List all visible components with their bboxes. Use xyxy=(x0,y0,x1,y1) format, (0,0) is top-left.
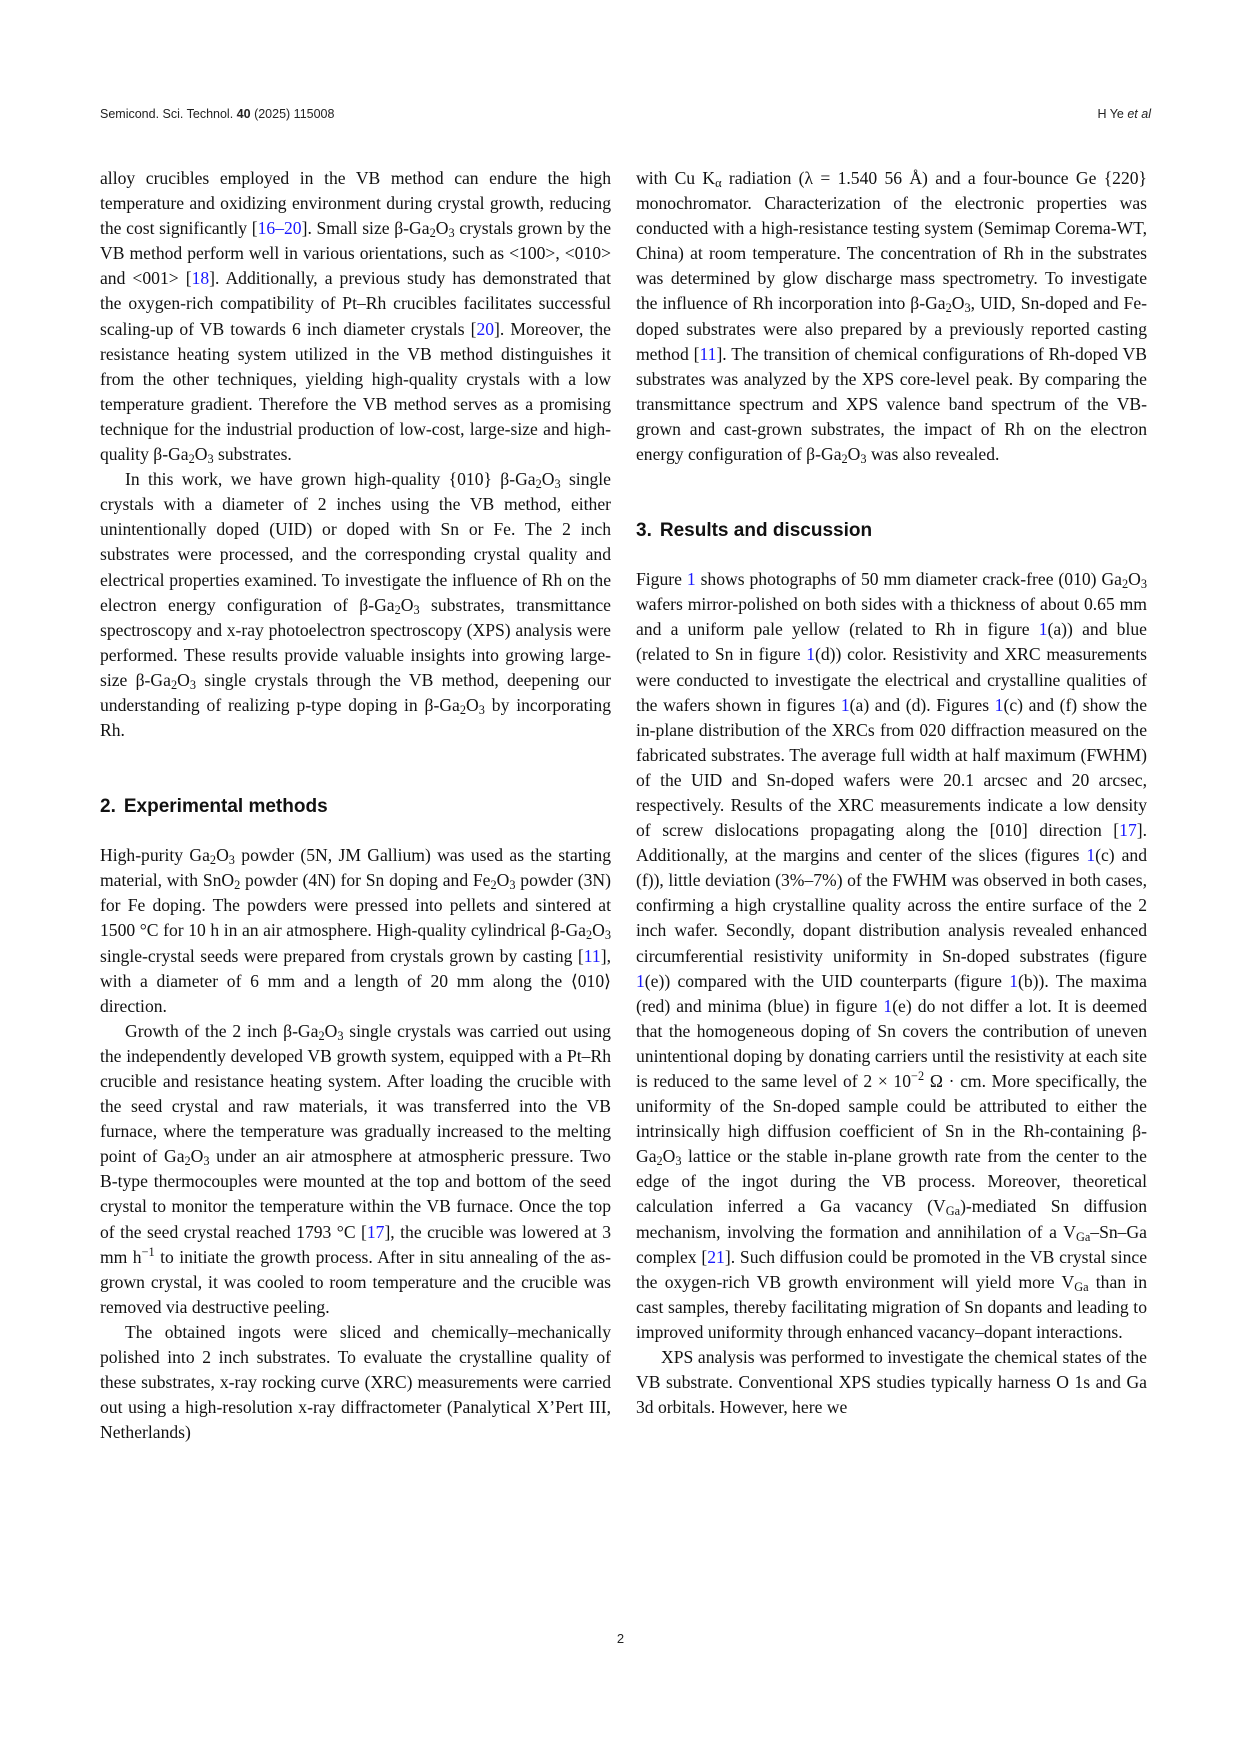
text-run: O xyxy=(592,920,605,941)
subscript: 3 xyxy=(1140,577,1147,592)
text-run: (d)) color. Resistivity and XRC measurements were conducted to investigate the electrical and crystalline qualities of the wafers shown in figures xyxy=(636,644,1147,715)
citation-link[interactable]: 1 xyxy=(1086,845,1096,866)
subscript: 2 xyxy=(209,853,217,868)
subscript: 2 xyxy=(170,677,178,692)
body-paragraph xyxy=(636,567,1147,1345)
text-run: (e) do not differ a lot. It is deemed that the homogeneous doping of Sn covers the contribution of uneven unintentional doping by donating carriers until the resistivity at each site is reduced to the same level of 2 × 10 xyxy=(636,995,1147,1091)
text-run: (e)) compared with the UID counterparts (figure xyxy=(644,970,1010,991)
text-run: ]. The transition of chemical configurations of Rh-doped VB substrates was analyzed by the XPS core-level peak. By comparing the transmittance spectrum and XPS valence band spectrum of the VB-grown and cast-grown substrates, the impact of Rh on the electron energy configuration of β-Ga xyxy=(636,343,1147,465)
section-number: 2. xyxy=(100,796,116,818)
citation-link[interactable]: 1 xyxy=(636,970,645,991)
text-run: single crystals was carried out using the independently developed VB growth system, equipped with a Pt–Rh crucible and resistance heating system. After loading the crucible with the seed crystal and raw materials, it was transferred into the VB furnace, where the temperature was gradually increased to the melting point of Ga xyxy=(100,1020,611,1167)
subscript: 3 xyxy=(860,452,867,467)
journal-name: Semicond. Sci. Technol. xyxy=(100,107,234,121)
section-heading-experimental-methods xyxy=(100,795,611,819)
subscript: 3 xyxy=(478,702,485,717)
subscript: 3 xyxy=(554,477,561,492)
text-run: ]. Additionally, a previous study has demonstrated that the oxygen-rich compatibility of Pt–Rh crucibles facilitates successful scaling-up of VB towards 6 inch diameter crystals [ xyxy=(100,268,611,339)
text-run: Growth of the 2 inch β-Ga xyxy=(125,1020,319,1041)
author-running-head xyxy=(1097,107,1151,121)
text-run: O xyxy=(324,1020,338,1041)
journal-volume: 40 xyxy=(236,107,251,121)
subscript: 2 xyxy=(1121,577,1129,592)
subscript: 3 xyxy=(228,853,235,868)
superscript: −1 xyxy=(141,1244,155,1259)
section-title: Results and discussion xyxy=(659,520,873,542)
section-heading-results-and-discussion xyxy=(636,519,1147,543)
citation-link[interactable]: 1 xyxy=(994,694,1004,715)
citation-link[interactable]: 1 xyxy=(1009,970,1018,991)
text-run: ]. Such diffusion could be promoted in the VB crystal since the oxygen-rich VB growth environment will yield more V xyxy=(636,1246,1148,1292)
text-run: (b)). The maxima (red) and minima (blue) in figure xyxy=(636,970,1147,1016)
text-run: substrates. xyxy=(213,444,292,465)
text-run: to initiate the growth process. After in situ annealing of the as-grown crystal, it was cooled to room temperature and the crucible was removed via destructive peeling. xyxy=(100,1246,611,1317)
subscript: 2 xyxy=(945,301,952,316)
text-run: O xyxy=(847,444,861,465)
text-run: was also revealed. xyxy=(866,444,1000,465)
left-column xyxy=(100,166,611,1445)
body-paragraph xyxy=(100,166,611,467)
subscript: 3 xyxy=(413,602,420,617)
journal-year-article: (2025) 115008 xyxy=(254,107,335,121)
subscript: 2 xyxy=(184,1154,191,1169)
subscript: 3 xyxy=(509,878,516,893)
text-run: ], the crucible was lowered at 3 mm h xyxy=(100,1221,611,1267)
subscript: 2 xyxy=(429,226,436,241)
text-run: O xyxy=(1128,569,1141,590)
text-run: O xyxy=(190,1146,204,1167)
journal-citation xyxy=(100,107,334,121)
running-header xyxy=(100,107,1151,125)
text-run: , UID, Sn-doped and Fe-doped substrates were also prepared by a previously reported casting method [ xyxy=(636,293,1147,364)
right-column xyxy=(636,166,1147,1420)
citation-link[interactable]: 1 xyxy=(840,694,850,715)
subscript: 3 xyxy=(207,452,214,467)
subscript: 2 xyxy=(490,878,497,893)
methods-continued-paragraphs xyxy=(636,166,1147,467)
text-run: O xyxy=(496,870,510,891)
text-run: (a)) and blue (related to Sn in figure xyxy=(636,619,1147,665)
text-run: O xyxy=(177,669,190,690)
subscript: 2 xyxy=(234,878,241,893)
text-run: O xyxy=(951,293,965,314)
text-run: High-purity Ga xyxy=(100,845,210,866)
citation-link[interactable]: 18 xyxy=(191,268,210,289)
text-run: ]. Moreover, the resistance heating system utilized in the VB method distinguishes it from the other techniques, yielding high-quality crystals with a low temperature gradient. Therefore the VB method serves as a promising technique for the industrial production of low-cost, large-size and high-quality β-Ga xyxy=(100,318,611,465)
subscript: 2 xyxy=(188,452,195,467)
body-paragraph xyxy=(636,1345,1147,1420)
subscript: 2 xyxy=(318,1028,325,1043)
subscript: 3 xyxy=(675,1154,682,1169)
subscript: 2 xyxy=(656,1154,663,1169)
citation-link[interactable]: 20 xyxy=(476,318,495,339)
citation-link[interactable]: 16–20 xyxy=(257,218,302,239)
text-run: powder (4N) for Sn doping and Fe xyxy=(240,870,491,891)
text-run: O xyxy=(216,845,229,866)
body-paragraph xyxy=(636,166,1147,467)
subscript: 2 xyxy=(459,702,467,717)
citation-link[interactable]: 21 xyxy=(707,1246,725,1267)
text-run: single-crystal seeds were prepared from crystals grown by casting [ xyxy=(100,945,584,966)
text-run: radiation (λ = 1.540 56 Å) and a four-bounce Ge {220} monochromator. Characterization of the electronic properties was conducted with a high-resistance testing system (Semimap Corema-WT, China) at room temperature. The concentration of Rh in the substrates was determined by glow discharge mass spectrometry. To investigate the influence of Rh incorporation into β-Ga xyxy=(636,168,1147,314)
body-paragraph xyxy=(100,1320,611,1445)
text-run: with Cu K xyxy=(636,168,716,188)
subscript: 3 xyxy=(189,677,196,692)
subscript: 2 xyxy=(585,928,593,943)
subscript: 3 xyxy=(203,1154,210,1169)
text-run: )-mediated Sn diffusion mechanism, involving the formation and annihilation of a V xyxy=(636,1196,1147,1242)
text-run: (c) and (f)), little deviation (3%–7%) of the FWHM was observed in both cases, confirming a high crystalline quality across the entire surface of the 2 inch wafer. Secondly, dopant distribution analysis revealed enhanced circumferential resistivity uniformity in Sn-doped substrates (figure xyxy=(636,845,1147,966)
text-run: XPS analysis was performed to investigate the chemical states of the VB substrate. Conventional XPS studies typically harness O 1s and Ga 3d orbitals. However, here we xyxy=(636,1347,1147,1418)
text-run: crystals grown by the VB method perform well in various orientations, such as <100>, <010> and <001> [ xyxy=(100,218,611,289)
text-run: O xyxy=(435,218,449,239)
citation-link[interactable]: 1 xyxy=(686,569,696,590)
text-run: ]. Additionally, at the margins and center of the slices (figures xyxy=(636,820,1147,866)
text-run: under an air atmosphere at atmospheric pressure. Two B-type thermocouples were mounted at the top and bottom of the seed crystal to monitor the temperature within the VB furnace. Once the top of the seed crystal reached 1793 °C [ xyxy=(100,1146,611,1242)
text-run: In this work, we have grown high-quality {010} β-Ga xyxy=(125,469,536,490)
citation-link[interactable]: 1 xyxy=(883,995,893,1016)
text-run: (a) and (d). Figures xyxy=(849,694,995,715)
text-run: The obtained ingots were sliced and chemically–mechanically polished into 2 inch substrates. To evaluate the crystalline quality of these substrates, x-ray rocking curve (XRC) measurements were carried out using a high-resolution x-ray diffractometer (Panalytical X’Pert III, Netherlands) xyxy=(100,1321,611,1443)
text-run: alloy crucibles employed in the VB method can endure the high temperature and oxidizing environment during crystal growth, reducing the cost significantly [ xyxy=(100,168,611,239)
subscript: 2 xyxy=(535,477,542,492)
text-run: (c) and (f) show the in-plane distribution of the XRCs from 020 diffraction measured on the fabricated substrates. The average full width at half maximum (FWHM) of the UID and Sn-doped wafers were 20.1 arcsec and 20 arcsec, respectively. Results of the XRC measurements indicate a low density of screw dislocations propagating along the [010] direction [ xyxy=(636,694,1148,841)
citation-link[interactable]: 11 xyxy=(583,945,601,966)
subscript: α xyxy=(715,176,722,190)
text-run: shows photographs of 50 mm diameter crack-free (010) Ga xyxy=(695,569,1122,590)
citation-link[interactable]: 11 xyxy=(699,343,717,364)
text-run: lattice or the stable in-plane growth rate from the center to the edge of the ingot during the VB process. Moreover, theoretical calculation inferred a Ga vacancy (V xyxy=(636,1146,1147,1217)
text-run: O xyxy=(194,444,208,465)
subscript: 3 xyxy=(964,301,971,316)
text-run: substrates, transmittance spectroscopy and x-ray photoelectron spectroscopy (XPS) analysis were performed. These results provide valuable insights into growing large-size β-Ga xyxy=(100,594,611,690)
text-run: than in cast samples, thereby facilitating migration of Sn dopants and leading to improved uniformity through enhanced vacancy–dopant interactions. xyxy=(636,1271,1147,1342)
section-title: Experimental methods xyxy=(123,796,328,818)
text-run: Figure xyxy=(636,569,687,590)
subscript: Ga xyxy=(945,1204,961,1219)
body-paragraph xyxy=(100,1019,611,1320)
subscript: 2 xyxy=(841,452,848,467)
et-al: et al xyxy=(1127,107,1151,121)
text-run: by incorporating Rh. xyxy=(100,694,611,741)
citation-link[interactable]: 17 xyxy=(1119,820,1137,841)
text-run: single crystals with a diameter of 2 inches using the VB method, either unintentionally doped (UID) or doped with Sn or Fe. The 2 inch substrates were processed, and the corresponding crystal quality and electrical properties examined. To investigate the influence of Rh on the electron energy configuration of β-Ga xyxy=(100,469,611,615)
citation-link[interactable]: 1 xyxy=(806,644,816,665)
body-paragraph xyxy=(100,467,611,743)
subscript: Ga xyxy=(1075,1229,1091,1244)
results-paragraphs xyxy=(636,567,1147,1420)
text-run: O xyxy=(541,469,555,490)
body-paragraph xyxy=(100,843,611,1019)
text-run: –Sn–Ga complex [ xyxy=(636,1221,1147,1267)
text-run: ], with a diameter of 6 mm and a length of 20 mm along the ⟨010⟩ direction. xyxy=(100,945,611,1016)
text-run: O xyxy=(400,594,414,615)
citation-link[interactable]: 17 xyxy=(366,1221,385,1242)
text-run: wafers mirror-polished on both sides with a thickness of about 0.65 mm and a uniform pale yellow (related to Rh in figure xyxy=(636,594,1147,640)
methods-paragraphs xyxy=(100,843,611,1445)
text-run: O xyxy=(466,694,479,715)
text-run: powder (3N) for Fe doping. The powders were pressed into pellets and sintered at 1500 °C for 10 h in an air atmosphere. High-quality cylindrical β-Ga xyxy=(100,870,612,941)
text-run: Ω · cm. More specifically, the uniformity of the Sn-doped sample could be attributed to either the intrinsically high diffusion coefficient of Sn in the Rh-containing β-Ga xyxy=(636,1071,1147,1167)
text-run: powder (5N, JM Gallium) was used as the starting material, with SnO xyxy=(100,845,611,891)
subscript: 2 xyxy=(394,602,401,617)
subscript: 3 xyxy=(337,1028,344,1043)
text-run: ]. Small size β-Ga xyxy=(301,218,430,239)
page-number: 2 xyxy=(616,1631,625,1646)
citation-link[interactable]: 1 xyxy=(1038,619,1048,640)
section-number: 3. xyxy=(636,520,652,542)
text-run: O xyxy=(662,1146,676,1167)
subscript: 3 xyxy=(604,928,611,943)
subscript: 3 xyxy=(448,226,455,241)
subscript: Ga xyxy=(1074,1279,1089,1294)
text-run: single crystals through the VB method, deepening our understanding of realizing p-type doping in β-Ga xyxy=(100,669,612,715)
superscript: −2 xyxy=(911,1069,925,1083)
author-name: H Ye xyxy=(1097,107,1124,121)
intro-paragraphs xyxy=(100,166,611,743)
